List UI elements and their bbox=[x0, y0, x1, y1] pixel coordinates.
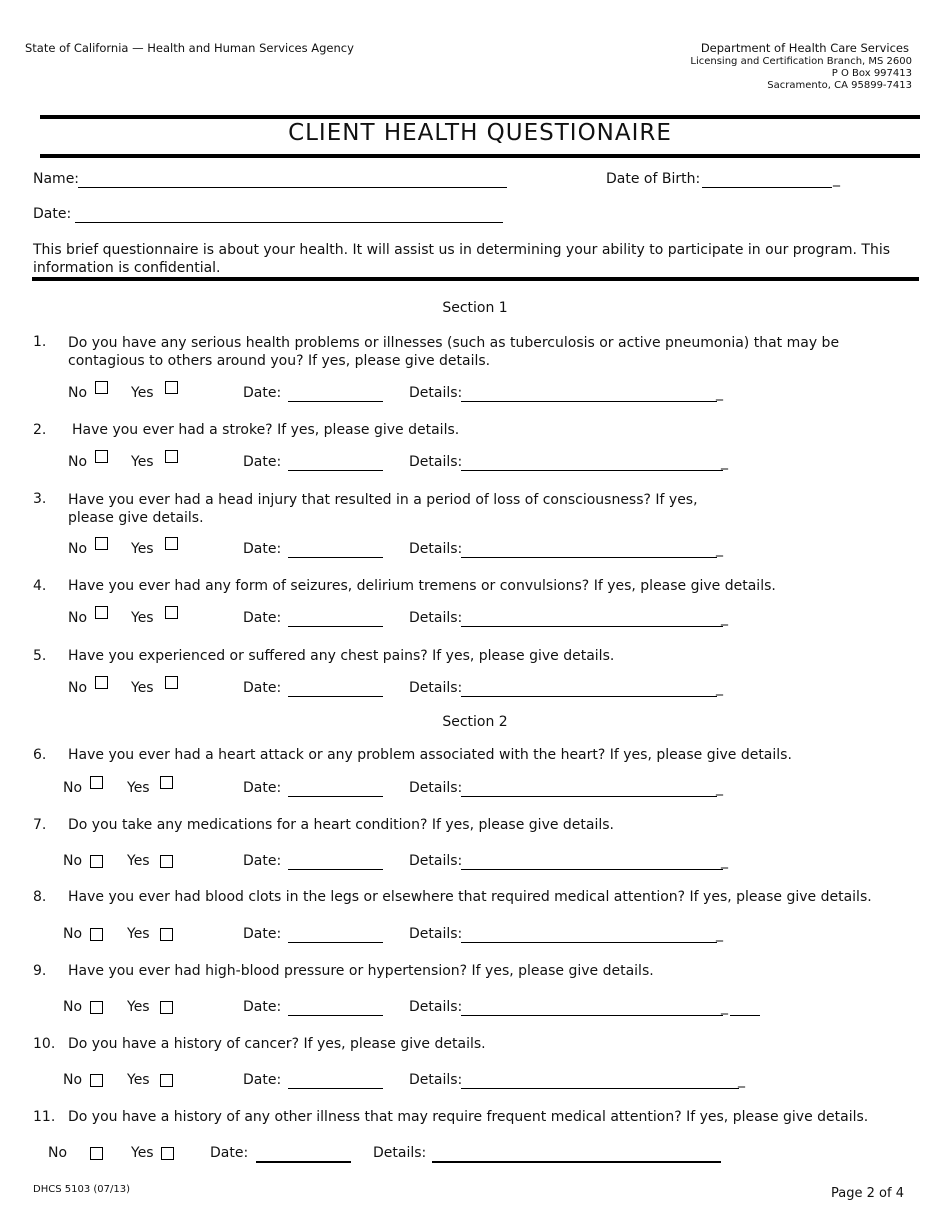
date-field-label: Date: bbox=[243, 454, 282, 470]
no-checkbox[interactable] bbox=[90, 1147, 103, 1160]
details-input[interactable] bbox=[461, 557, 717, 558]
yes-label: Yes bbox=[131, 541, 154, 557]
branch-line: Licensing and Certification Branch, MS 2600 bbox=[690, 56, 912, 67]
date-input[interactable] bbox=[288, 557, 383, 558]
details-tail: _ bbox=[721, 610, 728, 626]
question-number: 8. bbox=[33, 889, 47, 905]
yes-checkbox[interactable] bbox=[160, 1001, 173, 1014]
date-input[interactable] bbox=[288, 942, 383, 943]
yes-label: Yes bbox=[127, 1072, 150, 1088]
date-input[interactable] bbox=[288, 869, 383, 870]
dob-label: Date of Birth: bbox=[606, 171, 701, 187]
details-tail: _ bbox=[716, 926, 723, 942]
date-field-label: Date: bbox=[243, 1072, 282, 1088]
title-top-rule bbox=[40, 115, 920, 119]
details-label: Details: bbox=[409, 541, 463, 557]
question-text: Do you take any medications for a heart condition? If yes, please give details. bbox=[68, 817, 615, 833]
yes-checkbox[interactable] bbox=[165, 537, 178, 550]
date-input[interactable] bbox=[288, 1015, 383, 1016]
details-label: Details: bbox=[409, 853, 463, 869]
no-label: No bbox=[68, 680, 88, 696]
date-input[interactable] bbox=[288, 696, 383, 697]
no-checkbox[interactable] bbox=[90, 928, 103, 941]
yes-checkbox[interactable] bbox=[165, 381, 178, 394]
question-number: 6. bbox=[33, 747, 47, 763]
date-input[interactable] bbox=[288, 796, 383, 797]
question-text: Have you ever had any form of seizures, delirium tremens or convulsions? If yes, please give details. bbox=[68, 578, 776, 594]
details-tail: _ bbox=[716, 385, 723, 401]
dob-field[interactable] bbox=[702, 187, 832, 188]
details-input[interactable] bbox=[461, 401, 717, 402]
date-field-label: Date: bbox=[243, 680, 282, 696]
details-input[interactable] bbox=[461, 470, 723, 471]
date-label: Date: bbox=[33, 206, 72, 222]
details-input[interactable] bbox=[432, 1161, 721, 1163]
question-number: 1. bbox=[33, 334, 47, 350]
question-number: 9. bbox=[33, 963, 47, 979]
details-tail: _ bbox=[738, 1072, 745, 1088]
intro-text: This brief questionnaire is about your health. It will assist us in determining your ability to participate in our program. This information is confidential. bbox=[33, 242, 891, 276]
date-field-label: Date: bbox=[243, 541, 282, 557]
no-checkbox[interactable] bbox=[90, 855, 103, 868]
agency-header: State of California — Health and Human Services Agency bbox=[25, 41, 354, 55]
no-label: No bbox=[48, 1145, 68, 1161]
name-label: Name: bbox=[33, 171, 80, 187]
date-input[interactable] bbox=[288, 626, 383, 627]
no-label: No bbox=[63, 926, 83, 942]
details-tail: _ bbox=[721, 454, 728, 470]
title-bottom-rule bbox=[40, 154, 920, 158]
date-field-label: Date: bbox=[243, 780, 282, 796]
date-field-label: Date: bbox=[243, 853, 282, 869]
date-field-label: Date: bbox=[243, 999, 282, 1015]
question-text: Have you ever had a heart attack or any problem associated with the heart? If yes, please give details. bbox=[68, 747, 792, 763]
date-input[interactable] bbox=[288, 401, 383, 402]
no-checkbox[interactable] bbox=[90, 776, 103, 789]
no-label: No bbox=[63, 1072, 83, 1088]
page-number: Page 2 of 4 bbox=[831, 1186, 904, 1201]
question-text: Do you have a history of cancer? If yes, please give details. bbox=[68, 1036, 486, 1052]
no-label: No bbox=[68, 541, 88, 557]
section-2-heading: Section 2 bbox=[442, 714, 508, 730]
details-label: Details: bbox=[409, 926, 463, 942]
yes-checkbox[interactable] bbox=[160, 928, 173, 941]
no-checkbox[interactable] bbox=[95, 537, 108, 550]
no-label: No bbox=[63, 999, 83, 1015]
name-field[interactable] bbox=[78, 187, 507, 188]
date-input[interactable] bbox=[256, 1161, 351, 1163]
city-line: Sacramento, CA 95899-7413 bbox=[767, 80, 912, 91]
yes-checkbox[interactable] bbox=[160, 1074, 173, 1087]
details-label: Details: bbox=[409, 780, 463, 796]
question-text: Have you ever had a head injury that resulted in a period of loss of consciousness? If yes, please give details. bbox=[68, 492, 698, 526]
no-label: No bbox=[63, 853, 83, 869]
details-tail: _ bbox=[721, 999, 728, 1015]
date-field-label: Date: bbox=[243, 926, 282, 942]
details-input[interactable] bbox=[461, 696, 717, 697]
yes-checkbox[interactable] bbox=[160, 855, 173, 868]
question-number: 7. bbox=[33, 817, 47, 833]
intro-rule bbox=[32, 277, 919, 281]
date-input[interactable] bbox=[288, 470, 383, 471]
yes-label: Yes bbox=[127, 999, 150, 1015]
no-label: No bbox=[68, 454, 88, 470]
no-checkbox[interactable] bbox=[95, 450, 108, 463]
page-title: CLIENT HEALTH QUESTIONAIRE bbox=[288, 120, 672, 146]
no-label: No bbox=[63, 780, 83, 796]
details-label: Details: bbox=[373, 1145, 427, 1161]
yes-checkbox[interactable] bbox=[165, 606, 178, 619]
date-input[interactable] bbox=[288, 1088, 383, 1089]
question-number: 11. bbox=[33, 1109, 56, 1125]
yes-checkbox[interactable] bbox=[161, 1147, 174, 1160]
date-field-label: Date: bbox=[243, 610, 282, 626]
yes-label: Yes bbox=[131, 1145, 154, 1161]
no-checkbox[interactable] bbox=[95, 606, 108, 619]
question-text: Do you have any serious health problems or illnesses (such as tuberculosis or active pneumonia) that may be contagious to others around you? If yes, please give details. bbox=[68, 335, 840, 369]
yes-label: Yes bbox=[131, 385, 154, 401]
details-input[interactable] bbox=[461, 1088, 739, 1089]
form-id: DHCS 5103 (07/13) bbox=[33, 1184, 130, 1195]
yes-checkbox[interactable] bbox=[165, 676, 178, 689]
department-name: Department of Health Care Services bbox=[700, 41, 909, 55]
question-text: Have you ever had high-blood pressure or hypertension? If yes, please give details. bbox=[68, 963, 654, 979]
details-label: Details: bbox=[409, 454, 463, 470]
yes-checkbox[interactable] bbox=[165, 450, 178, 463]
details-tail: _ bbox=[716, 780, 723, 796]
details-label: Details: bbox=[409, 999, 463, 1015]
date-field[interactable] bbox=[75, 222, 503, 223]
question-number: 4. bbox=[33, 578, 47, 594]
no-checkbox[interactable] bbox=[95, 676, 108, 689]
question-number: 5. bbox=[33, 648, 47, 664]
no-label: No bbox=[68, 610, 88, 626]
details-label: Details: bbox=[409, 610, 463, 626]
yes-label: Yes bbox=[131, 610, 154, 626]
yes-checkbox[interactable] bbox=[160, 776, 173, 789]
pobox-line: P O Box 997413 bbox=[831, 68, 912, 79]
question-text: Do you have a history of any other illness that may require frequent medical attention? If yes, please give details. bbox=[68, 1109, 869, 1125]
no-checkbox[interactable] bbox=[90, 1001, 103, 1014]
question-number: 3. bbox=[33, 491, 47, 507]
details-label: Details: bbox=[409, 385, 463, 401]
details-input[interactable] bbox=[461, 626, 723, 627]
details-extra-line[interactable] bbox=[730, 1015, 760, 1016]
yes-label: Yes bbox=[127, 926, 150, 942]
details-input[interactable] bbox=[461, 869, 723, 870]
question-text: Have you ever had blood clots in the legs or elsewhere that required medical attention? If yes, please give details. bbox=[68, 889, 872, 905]
details-input[interactable] bbox=[461, 796, 717, 797]
dob-tail: _ bbox=[833, 171, 840, 187]
yes-label: Yes bbox=[127, 780, 150, 796]
yes-label: Yes bbox=[131, 680, 154, 696]
details-label: Details: bbox=[409, 680, 463, 696]
date-field-label: Date: bbox=[243, 385, 282, 401]
question-text: Have you experienced or suffered any chest pains? If yes, please give details. bbox=[68, 648, 615, 664]
no-label: No bbox=[68, 385, 88, 401]
details-label: Details: bbox=[409, 1072, 463, 1088]
no-checkbox[interactable] bbox=[90, 1074, 103, 1087]
question-number: 10. bbox=[33, 1036, 56, 1052]
details-input[interactable] bbox=[461, 942, 717, 943]
yes-label: Yes bbox=[127, 853, 150, 869]
section-1-heading: Section 1 bbox=[442, 300, 508, 316]
details-tail: _ bbox=[716, 680, 723, 696]
details-input[interactable] bbox=[461, 1015, 723, 1016]
question-text: Have you ever had a stroke? If yes, please give details. bbox=[72, 422, 460, 438]
details-tail: _ bbox=[721, 853, 728, 869]
yes-label: Yes bbox=[131, 454, 154, 470]
no-checkbox[interactable] bbox=[95, 381, 108, 394]
question-number: 2. bbox=[33, 422, 47, 438]
details-tail: _ bbox=[716, 541, 723, 557]
date-field-label: Date: bbox=[210, 1145, 249, 1161]
